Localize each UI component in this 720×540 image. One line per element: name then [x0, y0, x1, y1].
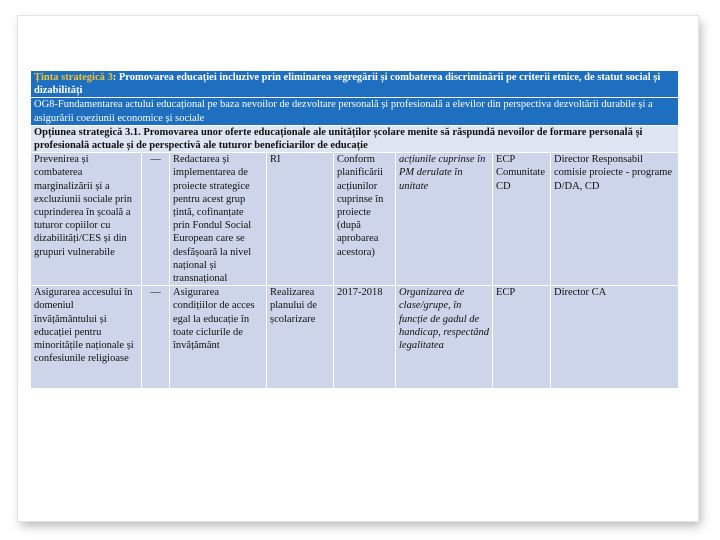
deadline-cell: 2017-2018: [334, 286, 396, 389]
action-cell: Asigurarea condițiilor de acces egal la educație în toate ciclurile de învățământ: [170, 286, 267, 389]
deadline-cell: Conform planificării acțiunilor cuprinse în proiecte (după aprobarea acestora): [334, 153, 396, 286]
resources-cell: acțiunile cuprinse în PM derulate în unitate: [396, 153, 493, 286]
dash-cell: —: [142, 153, 170, 286]
action-cell: Redactarea și implementarea de proiecte strategice pentru acest grup țintă, cofinanțate prin Fondul Social European care se desfășoară la nivel național și transnațional: [170, 153, 267, 286]
responsible-cell: Director Responsabil comisie proiecte - programe D/DA, CD: [551, 153, 679, 286]
strategic-target-row: [31, 71, 679, 98]
og-row: [31, 98, 679, 125]
responsible-cell: Director CA: [551, 286, 679, 389]
partners-cell: ECP: [493, 286, 551, 389]
strategic-option-row: [31, 125, 679, 152]
objective-cell: Prevenirea și combaterea marginalizării și a excluziunii sociale prin cuprinderea în școală a tuturor copiilor cu dizabilități/CES și din grupuri vulnerabile: [31, 153, 142, 286]
strategy-table: [30, 70, 679, 389]
indicator-cell: RI: [267, 153, 334, 286]
dash-cell: —: [142, 286, 170, 389]
partners-cell: ECP Comunitate CD: [493, 153, 551, 286]
strategic-target-title: Ținta strategică 3: Promovarea educației incluzive prin eliminarea segregării și combaterea discriminării pe criterii etnice, de statut social și dizabilități: [31, 71, 679, 98]
strategy-document: [30, 70, 678, 389]
indicator-cell: Realizarea planului de școlarizare: [267, 286, 334, 389]
og-text: OG8-Fundamentarea actului educațional pe baza nevoilor de dezvoltare personală și profesională a elevilor din perspectiva dezvoltării durabile și a asigurării coeziunii economice și sociale: [31, 98, 679, 125]
table-row: [31, 286, 679, 389]
resources-cell: Organizarea de clase/grupe, în funcție de gadul de handicap, respectând legalitatea: [396, 286, 493, 389]
target-label: Ținta strategică 3: [34, 72, 113, 83]
objective-cell: Asigurarea accesului în domeniul învățământului și educației pentru minoritățile naționale și confesiunile religioase: [31, 286, 142, 389]
table-row: [31, 153, 679, 286]
strategic-option-text: Opțiunea strategică 3.1. Promovarea unor oferte educaționale ale unităților școlare menite să răspundă nevoilor de formare personală și profesională actuale și de perspectivă ale tuturor beneficiarilor de educație: [31, 125, 679, 152]
